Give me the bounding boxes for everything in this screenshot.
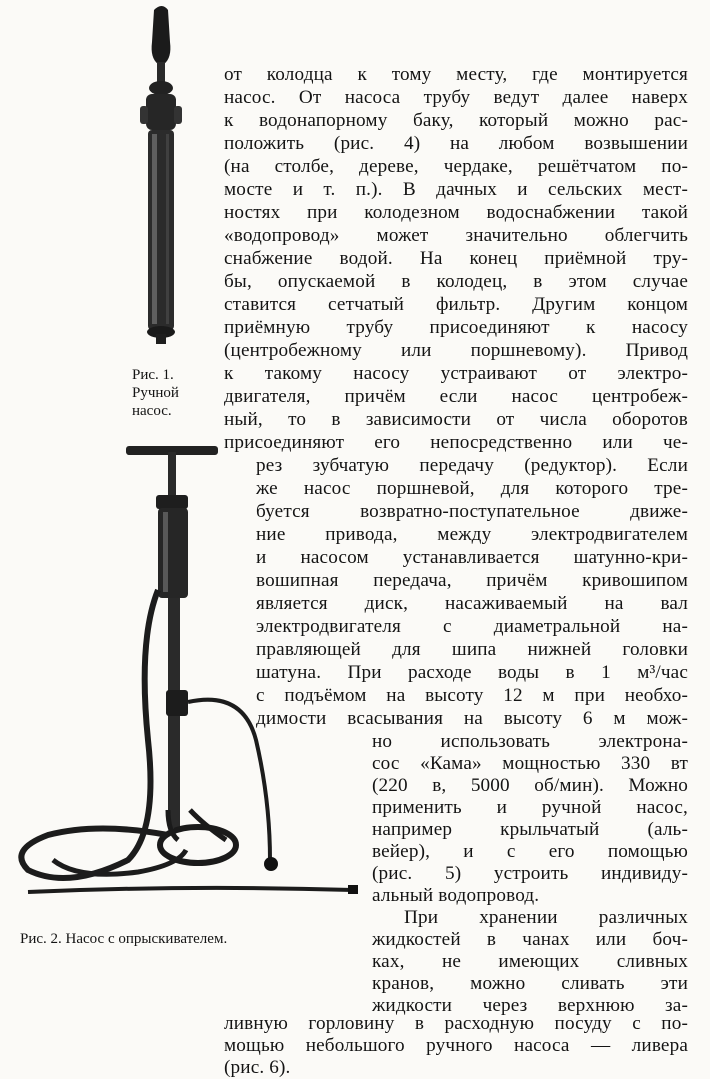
text-line: от колодца к тому месту, где монтируется [224,64,688,85]
text-line: положить (рис. 4) на любом возвышении [224,133,688,154]
text-line: бы, опускаемой в колодец, в этом случае [224,271,688,292]
text-line: буется возвратно-поступательное движе- [256,501,688,522]
figure-1-caption-line: насос. [132,403,172,419]
hand-pump-illustration [128,2,198,347]
text-line: (рис. 6). [224,1057,291,1078]
text-line: «водопровод» может значительно облегчить [224,225,688,246]
figure-1-caption-line: Рис. 1. [132,367,174,383]
text-line: приёмную трубу присоединяют к насосу [224,317,688,338]
text-line: вошипная передача, причём кривошипом [256,570,688,591]
text-line: ный, то в зависимости от числа оборотов [224,409,688,430]
text-line: применить и ручной насос, [372,797,688,818]
text-line: к такому насосу устраивают от электро- [224,363,688,384]
text-line: ностях при колодезном водоснабжении такой [224,202,688,223]
text-line: мосте и т. п.). В дачных и сельских мест- [224,179,688,200]
text-line: рез зубчатую передачу (редуктор). Если [256,455,688,476]
text-line: ние привода, между электродвигателем [256,524,688,545]
text-line: присоединяют его непосредственно или че- [224,432,688,453]
text-line: насос. От насоса трубу ведут далее наверх [224,87,688,108]
text-line: (рис. 5) устроить индивиду- [372,863,688,884]
text-line: но использовать электрона- [372,731,688,752]
text-line: мощью небольшого ручного насоса — ливера [224,1035,688,1056]
text-line: димости всасывания на высоту 6 м мож- [256,708,688,729]
text-line: же насос поршневой, для которого тре- [256,478,688,499]
text-line: ках, не имеющих сливных [372,951,688,972]
text-line: к водонапорному баку, который можно рас- [224,110,688,131]
text-line: электродвигателя с диаметральной на- [256,616,688,637]
text-line: снабжение водой. На конец приёмной тру- [224,248,688,269]
text-line: сос «Кама» мощностью 330 вт [372,753,688,774]
text-line: кранов, можно сливать эти [372,973,688,994]
figure-1-hand-pump [128,2,198,347]
text-line: (на столбе, дереве, чердаке, решётчатом по- [224,156,688,177]
text-line: например крыльчатый (аль- [372,819,688,840]
text-line: жидкостей в чанах или боч- [372,929,688,950]
text-line: жидкости через верхнюю за- [372,995,688,1016]
text-line: (центробежному или поршневому). Привод [224,340,688,361]
text-line: правляющей для шипа нижней головки [256,639,688,660]
text-line: с подъёмом на высоту 12 м при необхо- [256,685,688,706]
text-line: альный водопровод. [372,885,540,906]
text-line: шатуна. При расходе воды в 1 м³/час [256,662,688,683]
text-line: вейер), и с его помощью [372,841,688,862]
text-line: (220 в, 5000 об/мин). Можно [372,775,688,796]
text-line: и насосом устанавливается шатунно-кри- [256,547,688,568]
figure-2-caption: Рис. 2. Насос с опрыскивателем. [20,931,228,947]
text-line: является диск, насаживаемый на вал [256,593,688,614]
text-line: ставится сетчатый фильтр. Другим концом [224,294,688,315]
text-line: ливную горловину в расходную посуду с по- [224,1013,688,1034]
text-line: двигателя, причём если насос центробеж- [224,386,688,407]
figure-1-caption-line: Ручной [132,385,179,401]
text-line: При хранении различных [404,907,688,928]
